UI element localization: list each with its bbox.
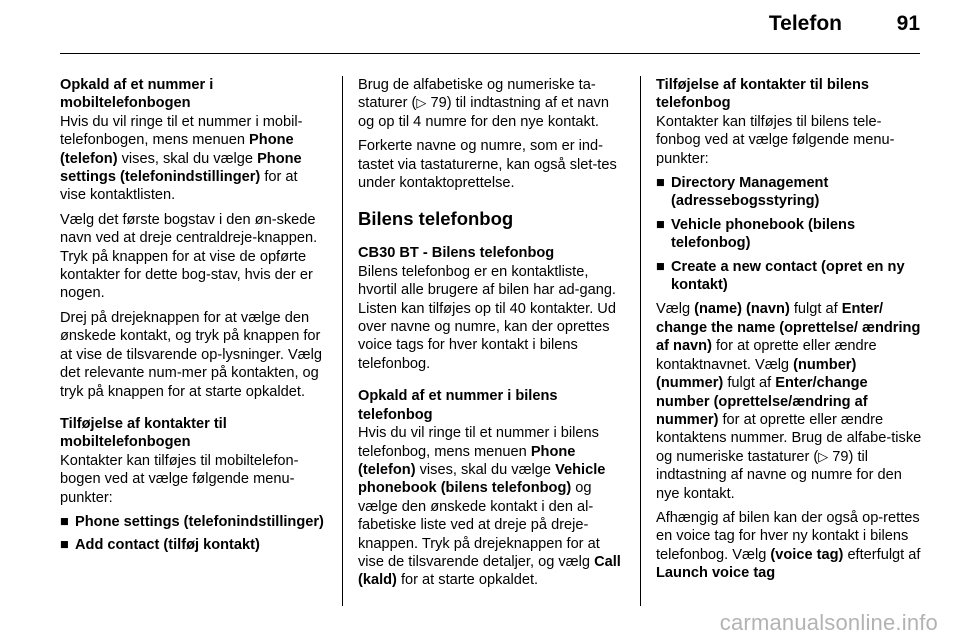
text: Brug de alfabetiske og numeriske ta-staturer (: [358, 77, 596, 112]
paragraph: [358, 76, 624, 131]
subheading-dial-vehicle: Opkald af et nummer i bilens telefonbog: [358, 388, 558, 423]
menu-term: (number) (nummer): [656, 356, 857, 392]
paragraph: Bilens telefonbog er en kontaktliste, hvortil alle brugere af bilen har ad-gang. Listen kan tilføjes op til 40 kontakter. Ud over navne og numre, kan der oprettes voice tags for hver kontakt i bilens telefonbog.: [358, 263, 616, 372]
paragraph: Kontakter kan tilføjes til bilens tele-fonbog ved at vælge følgende menu-punkter:: [656, 113, 895, 167]
text: og vælge den ønskede kontakt i den al-fabetiske liste ved at dreje på dreje-knappen. Tryk på drejeknappen for at vise de tilsvarende detaljer, og vælg: [358, 480, 600, 570]
text: Hvis du vil ringe til et nummer i mobil-telefonbogen, mens menuen: [60, 113, 303, 149]
page-number: 91: [896, 12, 920, 35]
subheading-add-vehicle-contacts: Tilføjelse af kontakter til bilens telefonbog: [656, 77, 870, 112]
list-item: [60, 536, 326, 554]
header-divider: [60, 53, 920, 54]
page-reference: 79: [430, 95, 447, 112]
column-middle: [358, 76, 624, 596]
paragraph: [656, 300, 922, 502]
list-item-label: Add contact (tilføj kontakt): [75, 537, 260, 554]
square-bullet-icon: ■: [656, 216, 665, 233]
paragraph: [656, 509, 922, 583]
page-reference-arrow-icon: ▷: [818, 448, 829, 464]
square-bullet-icon: ■: [656, 258, 665, 275]
column-divider-right: [640, 76, 641, 606]
list-item-label: Directory Management (adressebogsstyring): [671, 175, 829, 210]
menu-term: Vehicle phonebook (bilens telefonbog): [358, 461, 606, 497]
menu-term: (name) (navn): [694, 301, 790, 318]
paragraph: Kontakter kan tilføjes til mobiltelefon-bogen ved at vælge følgende menu-punkter:: [60, 452, 299, 506]
square-bullet-icon: ■: [656, 175, 665, 192]
section-title: Bilens telefonbog: [358, 208, 514, 230]
paragraph: [60, 113, 326, 205]
list-item-label: Vehicle phonebook (bilens telefonbog): [671, 216, 856, 252]
text: for at starte opkaldet.: [396, 572, 539, 589]
menu-term: (voice tag): [770, 546, 844, 563]
column-divider-left: [342, 76, 343, 606]
page-reference: 79: [832, 448, 849, 465]
text: for at oprette eller ændre kontaktens nummer. Brug de alfabe-tiske og numeriske tastaturer (: [656, 411, 922, 465]
square-bullet-icon: ■: [60, 513, 69, 530]
paragraph: Forkerte navne og numre, som er ind-tastet via tastaturerne, kan også slet-tes under kontaktoprettelse.: [358, 138, 617, 192]
text: Afhængig af bilen kan der også op-rettes en voice tag for hver ny kontakt i bilens telefonbog. Vælg: [656, 509, 920, 563]
text: ) til indtastning af et navn og op til 4 numre for den nye kontakt.: [358, 95, 609, 130]
text: Vælg: [656, 301, 695, 318]
list-item-label: Create a new contact (opret en ny kontakt): [671, 258, 905, 294]
paragraph: Vælg det første bogstav i den øn-skede navn ved at dreje centraldreje-knappen. Tryk på knappen for at vise de opførte kontakter for dette bog-stav, hvis der er nogen.: [60, 211, 318, 302]
menu-term: Enter/change number (oprettelse/ændring af nummer): [656, 375, 868, 428]
menu-term: Enter/ change the name (oprettelse/ ændring af navn): [656, 301, 921, 355]
watermark: carmanualsonline.info: [719, 610, 938, 635]
column-left: [60, 76, 326, 561]
list-item: [656, 174, 922, 211]
paragraph: Drej på drejeknappen for at vælge den ønskede kontakt, og tryk på knappen for at vise de tilsvarende op-lysninger. Vælg det relevante num-mer på kontakten, og tryk på knappen for at starte opkaldet.: [60, 309, 323, 400]
text: vises, skal du vælge: [415, 461, 556, 478]
list-item-label: Phone settings (telefonindstillinger): [75, 513, 324, 530]
page-header: [0, 0, 960, 56]
menu-term: Call (kald): [358, 553, 621, 589]
text: efterfulgt af: [843, 546, 921, 563]
menu-term: Phone settings (telefonindstillinger): [60, 150, 302, 186]
menu-item-list: [656, 174, 922, 294]
text: fulgt af: [723, 375, 776, 392]
text: fulgt af: [789, 301, 842, 318]
text: vises, skal du vælge: [117, 150, 258, 167]
subheading-add-mobile-contacts: Tilføjelse af kontakter til mobiltelefonbogen: [60, 415, 227, 451]
list-item: [60, 513, 326, 531]
list-item: [656, 216, 922, 253]
text: ) til indtastning af navne og numre for den nye kontakt.: [656, 448, 902, 502]
paragraph: [358, 424, 624, 590]
square-bullet-icon: ■: [60, 537, 69, 554]
subheading-dial-mobile: Opkald af et nummer i mobiltelefonbogen: [60, 77, 214, 112]
header-title: Telefon: [768, 12, 842, 35]
subheading-vehicle-phonebook: CB30 BT - Bilens telefonbog: [358, 245, 555, 262]
text: Hvis du vil ringe til et nummer i bilens telefonbog, mens menuen: [358, 425, 599, 460]
menu-term: Phone (telefon): [60, 132, 294, 167]
list-item: [656, 258, 922, 295]
menu-term: Launch voice tag: [656, 565, 776, 582]
menu-item-list: [60, 513, 326, 555]
column-right: [656, 76, 922, 589]
text: for at vise kontaktlisten.: [60, 169, 298, 204]
page-reference-arrow-icon: ▷: [416, 95, 427, 111]
menu-term: Phone (telefon): [358, 443, 576, 478]
text: for at oprette eller ændre kontaktnavnet. Vælg: [656, 338, 877, 373]
